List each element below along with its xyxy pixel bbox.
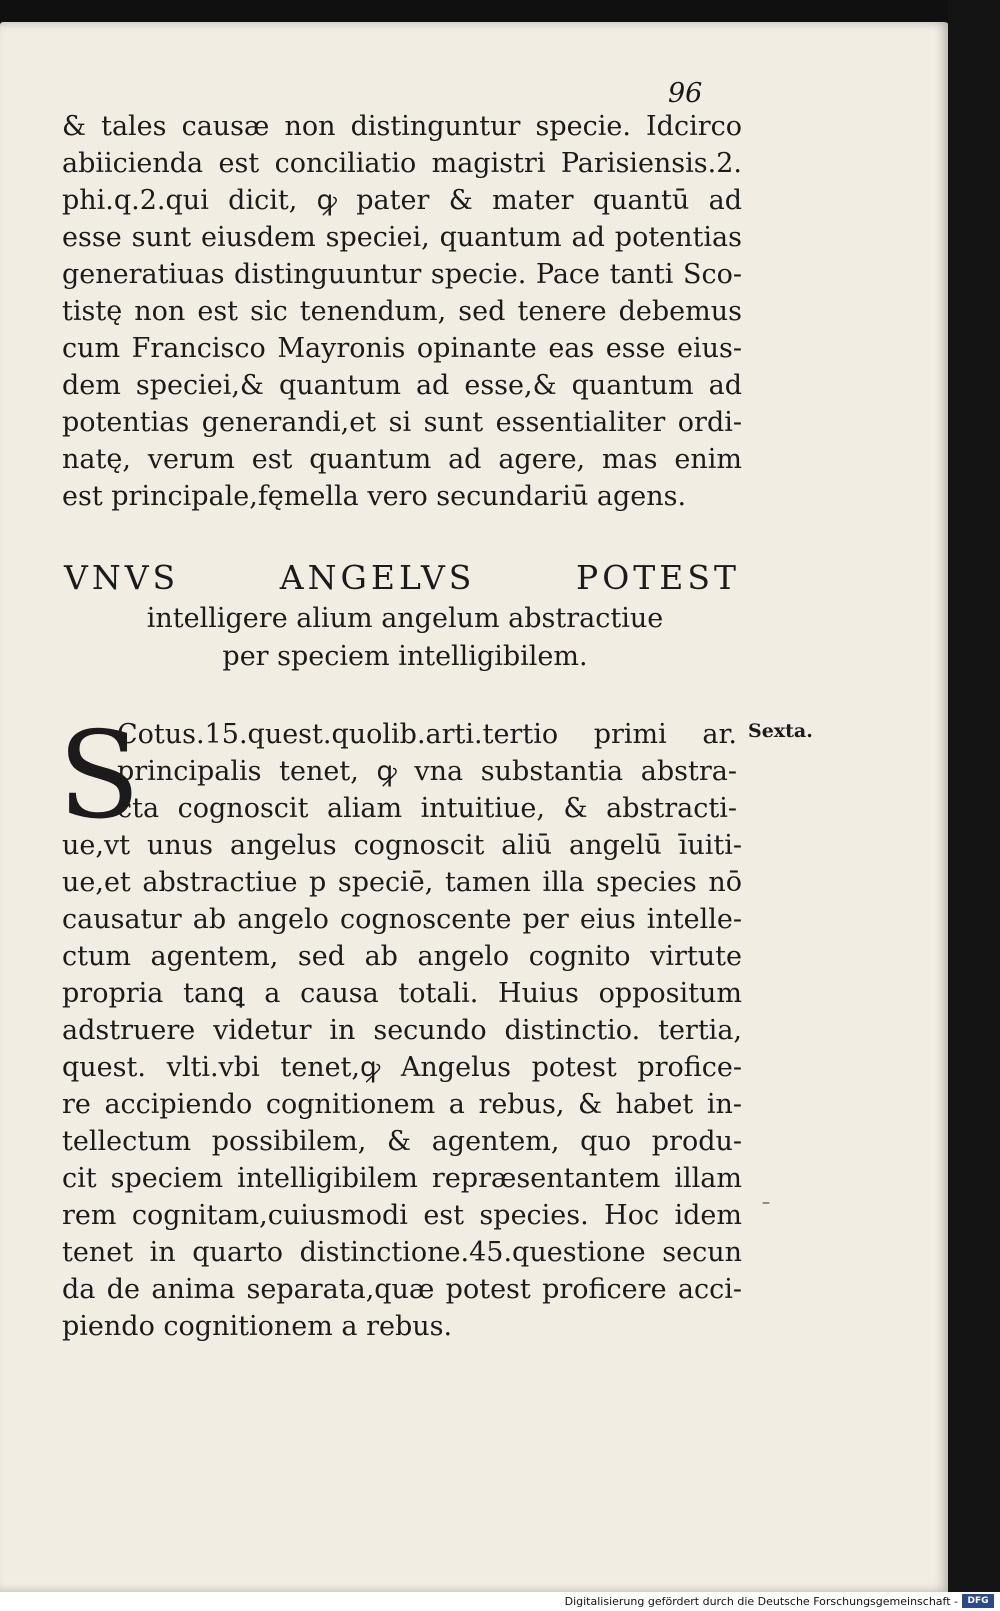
text-line: rem cognitam,cuiusmodi est species. Hoc idem — [62, 1200, 742, 1231]
footer-credit: Digitalisierung gefördert durch die Deutsche Forschungsgemeinschaft - — [564, 1595, 958, 1608]
text-line: propria tanꝗ a causa totali. Huius oppositum — [62, 978, 742, 1009]
dfg-logo: DFG — [962, 1594, 994, 1608]
heading-subtitle: per speciem intelligibilem. — [222, 641, 588, 672]
text-line: quest. vlti.vbi tenet,ꝙ Angelus potest profice- — [62, 1052, 742, 1083]
text-line: abiicienda est conciliatio magistri Parisiensis.2. — [62, 148, 742, 179]
text-line: re accipiendo cognitionem a rebus, & habet in- — [62, 1089, 742, 1120]
text-line: dem speciei,& quantum ad esse,& quantum ad — [62, 370, 742, 401]
drop-capital: S — [58, 707, 141, 846]
text-line: cum Francisco Mayronis opinante eas esse eius- — [62, 333, 742, 364]
text-line: Cotus.15.quest.quolib.arti.tertio primi ar. — [117, 719, 737, 750]
text-line: piendo cognitionem a rebus. — [62, 1311, 453, 1342]
text-line: da de anima separata,quæ potest proficere acci- — [62, 1274, 742, 1305]
text-line: cit speciem intelligibilem repræsentantem illam — [62, 1163, 742, 1194]
text-line: ctum agentem, sed ab angelo cognito virtute — [62, 941, 742, 972]
scan-right-border — [948, 0, 1000, 1611]
text-line: tistę non est sic tenendum, sed tenere debemus — [62, 296, 742, 327]
text-line: ue,vt unus angelus cognoscit aliū angelū īuiti- — [62, 830, 742, 861]
text-line: phi.q.2.qui dicit, ꝙ pater & mater quantū ad — [62, 185, 742, 216]
margin-note: Sexta. — [748, 720, 813, 742]
text-line: est principale,fęmella vero secundariū agens. — [62, 481, 687, 512]
text-line: principalis tenet, ꝙ vna substantia abstra- — [117, 756, 737, 787]
text-line: esse sunt eiusdem speciei, quantum ad potentias — [62, 222, 742, 253]
text-line: & tales causæ non distinguntur specie. Idcirco — [62, 111, 742, 142]
page-number: 96 — [668, 78, 703, 109]
heading-subtitle: intelligere alium angelum abstractiue — [146, 603, 664, 634]
text-line: cta cognoscit aliam intuitiue, & abstracti- — [117, 793, 737, 824]
text-line: ue,et abstractiue p speciē, tamen illa species nō — [62, 867, 742, 898]
text-line: potentias generandi,et si sunt essentialiter ordi- — [62, 407, 742, 438]
text-line: generatiuas distinguuntur specie. Pace tanti Sco- — [62, 259, 742, 290]
text-line: causatur ab angelo cognoscente per eius intelle- — [62, 904, 742, 935]
margin-mark: – — [762, 1192, 770, 1211]
text-line: natę, verum est quantum ad agere, mas enim — [62, 444, 742, 475]
text-line: adstruere videtur in secundo distinctio. tertia, — [62, 1015, 742, 1046]
heading-title: VNVS ANGELVS POTEST — [64, 558, 740, 597]
text-line: tenet in quarto distinctione.45.questione secun — [62, 1237, 742, 1268]
text-line: tellectum possibilem, & agentem, quo produ- — [62, 1126, 742, 1157]
